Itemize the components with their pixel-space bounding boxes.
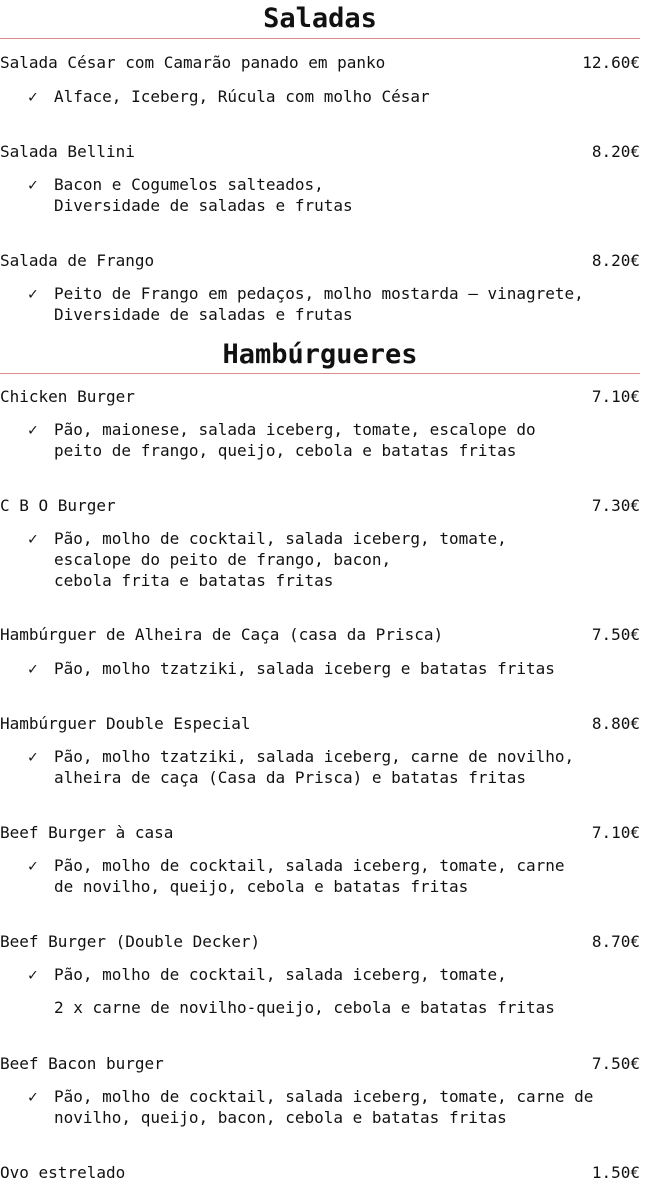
menu-item-chicken-burger — [0, 386, 640, 408]
check-icon: ✓ — [28, 1087, 38, 1106]
section-title-hamburgueres: Hambúrgueres — [222, 339, 418, 370]
item-name: Salada César com Camarão panado em panko — [0, 53, 386, 72]
description-line: novilho, queijo, bacon, cebola e batatas fritas — [54, 1108, 507, 1127]
description-line: Bacon e Cogumelos salteados, — [54, 175, 324, 194]
item-price: 8.20€ — [591, 251, 640, 270]
description-line: 2 x carne de novilho-queijo, cebola e batatas fritas — [54, 998, 555, 1017]
description-line: Pão, molho de cocktail, salada iceberg, tomate, — [54, 965, 507, 984]
item-name: C B O Burger — [0, 496, 116, 515]
item-name: Salada de Frango — [0, 251, 155, 270]
description-line: Pão, maionese, salada iceberg, tomate, escalope do — [54, 420, 536, 439]
description-line: Pão, molho de cocktail, salada iceberg, tomate, carne — [54, 856, 565, 875]
item-price: 12.60€ — [582, 53, 640, 72]
menu-item-beef-burger-casa — [0, 822, 640, 844]
menu-item-hamburguer-alheira — [0, 624, 640, 646]
check-icon: ✓ — [28, 420, 38, 439]
check-icon: ✓ — [28, 529, 38, 548]
check-icon: ✓ — [28, 284, 38, 303]
description-line: alheira de caça (Casa da Prisca) e batatas fritas — [54, 768, 527, 787]
section-title-saladas: Saladas — [263, 3, 377, 34]
item-price: 7.30€ — [591, 496, 640, 515]
check-icon: ✓ — [28, 659, 38, 678]
description-line: Diversidade de saladas e frutas — [54, 305, 353, 324]
section-divider — [0, 38, 640, 39]
item-name: Hambúrguer Double Especial — [0, 714, 251, 733]
description-line: de novilho, queijo, cebola e batatas fritas — [54, 877, 469, 896]
item-price: 8.80€ — [591, 714, 640, 733]
item-name: Beef Burger à casa — [0, 823, 174, 842]
item-name: Chicken Burger — [0, 387, 135, 406]
check-icon: ✓ — [28, 747, 38, 766]
item-price: 8.20€ — [591, 142, 640, 161]
item-name: Beef Bacon burger — [0, 1054, 164, 1073]
menu-item-salada-frango — [0, 250, 640, 272]
menu-item-ovo-estrelado — [0, 1162, 640, 1184]
description-line: Pão, molho tzatziki, salada iceberg e batatas fritas — [54, 659, 555, 678]
check-icon: ✓ — [28, 87, 38, 106]
description-line: escalope do peito de frango, bacon, — [54, 550, 392, 569]
item-price: 7.50€ — [591, 1054, 640, 1073]
item-price: 7.50€ — [591, 625, 640, 644]
item-price: 7.10€ — [591, 387, 640, 406]
check-icon: ✓ — [28, 965, 38, 984]
item-price: 1.50€ — [591, 1163, 640, 1182]
menu-item-salada-cesar — [0, 52, 640, 74]
item-name: Ovo estrelado — [0, 1163, 126, 1182]
description-line: Diversidade de saladas e frutas — [54, 196, 353, 215]
menu-item-salada-bellini — [0, 141, 640, 163]
check-icon: ✓ — [28, 856, 38, 875]
item-name: Salada Bellini — [0, 142, 135, 161]
menu-item-cbo-burger — [0, 495, 640, 517]
description-line: Pão, molho de cocktail, salada iceberg, tomate, carne de — [54, 1087, 594, 1106]
description-line: peito de frango, queijo, cebola e batatas fritas — [54, 441, 517, 460]
section-divider — [0, 373, 640, 374]
description-line: Pão, molho de cocktail, salada iceberg, tomate, — [54, 529, 507, 548]
item-name: Beef Burger (Double Decker) — [0, 932, 261, 951]
item-price: 7.10€ — [591, 823, 640, 842]
check-icon: ✓ — [28, 175, 38, 194]
item-name: Hambúrguer de Alheira de Caça (casa da Prisca) — [0, 625, 444, 644]
menu-item-hamburguer-double-especial — [0, 713, 640, 735]
menu-item-beef-bacon-burger — [0, 1053, 640, 1075]
description-line: Alface, Iceberg, Rúcula com molho César — [54, 87, 430, 106]
description-line: Pão, molho tzatziki, salada iceberg, carne de novilho, — [54, 747, 575, 766]
item-price: 8.70€ — [591, 932, 640, 951]
description-line: Peito de Frango em pedaços, molho mostarda – vinagrete, — [54, 284, 584, 303]
description-line: cebola frita e batatas fritas — [54, 571, 334, 590]
menu-item-beef-burger-double-decker — [0, 931, 640, 953]
